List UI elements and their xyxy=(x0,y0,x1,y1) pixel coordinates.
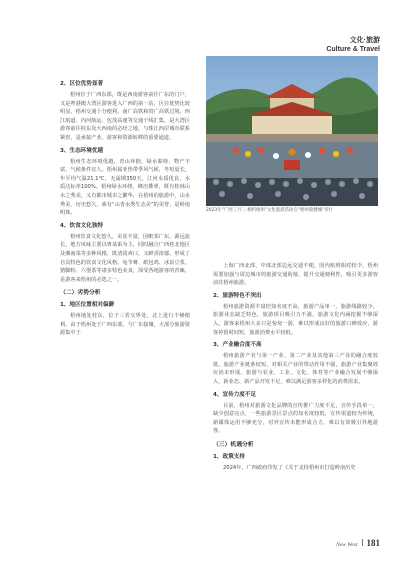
paragraph: 目前，梧州对旅游文化品牌的宣传推广力度不足，宣传手段单一，缺少创意亮点，一些旅游景区景点的知名度较低，宣传渠道较为传统，新媒体运用不够充分，对外宣传未能形成合力，难以有效吸引外地游客。 xyxy=(213,402,378,435)
subsection-heading: 4、饮食文化独特 xyxy=(60,222,104,229)
paragraph: 梧州位于广西东部，既是西南游客前往广东的门户，又是粤港澳大湾区游客进入广西的第一站，区位优势比较明显。梧州交通十分便利，南广高铁和贵广高铁过境，西江航道、内河航运、包茂高速等交通干线汇集，是大湾区游客前往桂东及大西南的必经之地，与珠江西岸城市联系紧密，是承接产业、游客和资源转移的重要通道。 xyxy=(60,92,190,141)
paragraph: 梧州生态环境优越，青山环抱，绿水萦绕，物产丰富，气候条件宜人。梧州属亚热带季风气候，冬短夏长，年平均气温21.1℃，无霜期350天，江河水质优良，水质达标率100%。梧州绿水环绕，峰峦叠翠，既有桂林山水之秀美，又有都市城市之繁华，在梧州的旅游中，山水秀美，历史悠久，素有“山青水秀生态美”的美誉，是岭南明珠。 xyxy=(60,158,190,217)
subsection-heading: 4、宣传力度不足 xyxy=(213,391,257,398)
subsection-heading: 2、区位优势显著 xyxy=(60,81,104,87)
subsection-heading: 3、生态环境优越 xyxy=(60,147,104,154)
paragraph: 梧州饮食文化悠久，美食丰富，因毗邻广东，源远流长，地方风味主要以粤菜系为主，同时融合广西桂北地区及湘南菜等多种风格，既清淡爽口，又鲜香浓郁，形成了自具特色的饮食文化风格。龟苓膏、纸包鸡、冰泉豆浆、猪脚粉、六堡茶等诸多特色美食，深受各地游客的青睐，是游客来梧州的必选之一。 xyxy=(60,233,190,283)
subsection-heading: 3、产业融合度不高 xyxy=(213,342,262,349)
page-footer xyxy=(336,538,380,548)
stage-performance-image xyxy=(206,56,378,206)
paragraph: 梧州地处桂东，位于三省交界处，北上进行不够便利。由于梧州处于广西东部，与广东接壤，大部分旅游资源集中于 xyxy=(60,313,190,337)
page-number: 181 xyxy=(366,538,380,548)
section-title-cn: 文化·旅游 xyxy=(349,37,380,44)
section-heading: （二）劣势分析 xyxy=(60,290,101,297)
subsection-heading: 2、旅游特色不突出 xyxy=(213,292,262,299)
subsection-heading: 1、政策支持 xyxy=(213,453,245,460)
paragraph: 2024年，广西政府印发了《关于支持梧州市打造岭南历史 xyxy=(223,464,356,471)
subsection-heading: 1、地区位置相对偏僻 xyxy=(60,302,115,309)
section-title-en: Culture & Travel xyxy=(326,46,380,53)
magazine-name: New West xyxy=(336,542,358,548)
paragraph: 梧州旅游资源丰富但知名度不高，旅游产品单一，旅游线路较少，旅游业态缺乏特色，旅游项目吸引力不强，旅游文化内涵挖掘不够深入，游客来梧州大多只是匆匆一游，难以形成良好的旅游口碑效应，游客停留时间短，旅游消费水平较低。 xyxy=(213,303,378,336)
event-photo xyxy=(206,56,378,206)
paragraph: 上海广西北部、中部北部边远交通不便，国内航班相对较少，梧州需要加强与周边城市的旅游交通衔接，提升交通便利性，吸引更多游客前往梧州旅游。 xyxy=(213,263,378,287)
footer-divider xyxy=(362,539,363,546)
right-column xyxy=(213,262,378,476)
page-header xyxy=(326,36,380,54)
paragraph: 梧州旅游产业与第一产业、第二产业及其他第三产业的融合度较低，旅游产业链条较短，对相关产业的带动作用不强，旅游产业集聚效应尚未形成。旅游与农业、工业、文化、体育等产业融合发展不够深入，新业态、新产品开发不足，难以满足游客多样化的消费需求。 xyxy=(213,353,378,385)
photo-caption: 2023年“广西三月三·相约梧州”文化旅游活动在“梧州骑楼城”举行 xyxy=(206,208,334,213)
left-column xyxy=(60,76,190,341)
section-heading: （三）机遇分析 xyxy=(213,441,254,448)
